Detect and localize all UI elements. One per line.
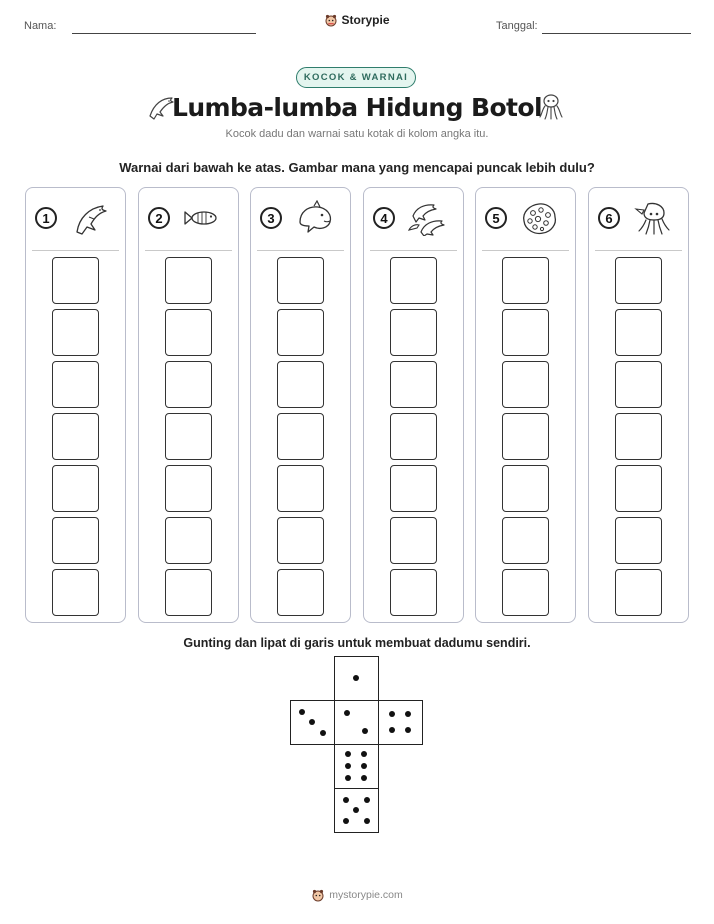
color-box[interactable] bbox=[277, 465, 324, 512]
color-box[interactable] bbox=[615, 257, 662, 304]
column-divider bbox=[145, 250, 232, 251]
dice-pip bbox=[309, 719, 315, 725]
activity-badge: KOCOK & WARNAI bbox=[296, 67, 416, 88]
color-box[interactable] bbox=[52, 465, 99, 512]
color-box[interactable] bbox=[615, 517, 662, 564]
column-header bbox=[589, 188, 687, 248]
column-header bbox=[26, 188, 124, 248]
color-box[interactable] bbox=[390, 361, 437, 408]
color-box[interactable] bbox=[52, 309, 99, 356]
dice-pip bbox=[405, 727, 411, 733]
color-box[interactable] bbox=[52, 361, 99, 408]
color-box[interactable] bbox=[52, 569, 99, 616]
footer bbox=[0, 888, 714, 902]
dice-pip bbox=[343, 797, 349, 803]
dice-pip bbox=[362, 728, 368, 734]
color-box[interactable] bbox=[615, 465, 662, 512]
color-box[interactable] bbox=[390, 517, 437, 564]
column-divider bbox=[32, 250, 119, 251]
column-4 bbox=[363, 187, 464, 623]
dice-face-4 bbox=[378, 700, 423, 745]
column-number: 2 bbox=[148, 207, 170, 229]
color-box[interactable] bbox=[165, 413, 212, 460]
color-box[interactable] bbox=[277, 257, 324, 304]
dice-pip bbox=[361, 775, 367, 781]
column-divider bbox=[370, 250, 457, 251]
footer-url[interactable]: mystorypie.com bbox=[329, 889, 403, 901]
dice-pip bbox=[361, 751, 367, 757]
color-box[interactable] bbox=[165, 465, 212, 512]
color-box[interactable] bbox=[390, 309, 437, 356]
column-6 bbox=[588, 187, 689, 623]
column-5 bbox=[475, 187, 576, 623]
column-header bbox=[476, 188, 574, 248]
name-line[interactable] bbox=[72, 33, 256, 34]
dolphin-pod-icon bbox=[404, 200, 450, 236]
color-box[interactable] bbox=[390, 413, 437, 460]
dice-face-5 bbox=[334, 788, 379, 833]
color-box[interactable] bbox=[390, 465, 437, 512]
color-box[interactable] bbox=[615, 361, 662, 408]
color-box[interactable] bbox=[277, 361, 324, 408]
dice-pip bbox=[389, 727, 395, 733]
column-1 bbox=[25, 187, 126, 623]
dice-pip bbox=[320, 730, 326, 736]
cut-instruction: Gunting dan lipat di garis untuk membuat dadumu sendiri. bbox=[183, 636, 531, 650]
color-box[interactable] bbox=[502, 413, 549, 460]
footer-mascot-icon bbox=[311, 888, 325, 902]
dolphin-jumping-icon bbox=[66, 200, 112, 236]
column-header bbox=[364, 188, 462, 248]
name-label: Nama: bbox=[24, 20, 57, 32]
dice-pip bbox=[344, 710, 350, 716]
color-box[interactable] bbox=[277, 413, 324, 460]
mascot-icon bbox=[324, 13, 338, 27]
color-box[interactable] bbox=[502, 517, 549, 564]
dice-pip bbox=[361, 763, 367, 769]
color-box[interactable] bbox=[165, 361, 212, 408]
column-header bbox=[139, 188, 237, 248]
column-3 bbox=[250, 187, 351, 623]
dice-pip bbox=[364, 797, 370, 803]
color-box[interactable] bbox=[390, 257, 437, 304]
color-box[interactable] bbox=[165, 517, 212, 564]
sea-sponge-icon bbox=[516, 200, 562, 236]
column-divider bbox=[595, 250, 682, 251]
dice-pip bbox=[345, 775, 351, 781]
color-box[interactable] bbox=[165, 309, 212, 356]
color-box[interactable] bbox=[52, 257, 99, 304]
dice-pip bbox=[389, 711, 395, 717]
color-box[interactable] bbox=[165, 569, 212, 616]
color-box[interactable] bbox=[277, 309, 324, 356]
dice-pip bbox=[353, 675, 359, 681]
color-box[interactable] bbox=[615, 413, 662, 460]
dice-pip bbox=[299, 709, 305, 715]
color-box[interactable] bbox=[502, 569, 549, 616]
column-number: 4 bbox=[373, 207, 395, 229]
dice-pip bbox=[343, 818, 349, 824]
color-box[interactable] bbox=[502, 361, 549, 408]
column-number: 1 bbox=[35, 207, 57, 229]
cartoon-dolphin-icon bbox=[291, 200, 337, 236]
page-subtitle: Kocok dadu dan warnai satu kotak di kolom angka itu. bbox=[225, 128, 489, 140]
column-2 bbox=[138, 187, 239, 623]
squid-icon bbox=[629, 200, 675, 236]
dice-pip bbox=[345, 751, 351, 757]
color-box[interactable] bbox=[615, 309, 662, 356]
dice-face-6 bbox=[334, 744, 379, 789]
color-box[interactable] bbox=[615, 569, 662, 616]
brand-name: Storypie bbox=[341, 13, 390, 27]
dice-face-3 bbox=[290, 700, 335, 745]
dice-pip bbox=[353, 807, 359, 813]
color-box[interactable] bbox=[502, 309, 549, 356]
dice-face-2 bbox=[334, 700, 379, 745]
color-box[interactable] bbox=[390, 569, 437, 616]
dice-pip bbox=[405, 711, 411, 717]
column-header bbox=[251, 188, 349, 248]
column-divider bbox=[257, 250, 344, 251]
color-box[interactable] bbox=[52, 413, 99, 460]
page-title: Lumba-lumba Hidung Botol bbox=[172, 93, 542, 122]
color-box[interactable] bbox=[165, 257, 212, 304]
color-box[interactable] bbox=[52, 517, 99, 564]
color-box[interactable] bbox=[502, 465, 549, 512]
instruction-question: Warnai dari bawah ke atas. Gambar mana yang mencapai puncak lebih dulu? bbox=[119, 160, 595, 175]
column-number: 3 bbox=[260, 207, 282, 229]
fish-icon bbox=[179, 200, 225, 236]
brand-logo bbox=[0, 13, 714, 27]
color-box[interactable] bbox=[277, 517, 324, 564]
dice-pip bbox=[364, 818, 370, 824]
squid-decor-icon bbox=[536, 92, 566, 122]
color-box[interactable] bbox=[502, 257, 549, 304]
dice-face-1 bbox=[334, 656, 379, 701]
color-box[interactable] bbox=[277, 569, 324, 616]
date-line[interactable] bbox=[542, 33, 691, 34]
date-label: Tanggal: bbox=[496, 20, 538, 32]
dice-pip bbox=[345, 763, 351, 769]
column-divider bbox=[482, 250, 569, 251]
column-number: 5 bbox=[485, 207, 507, 229]
column-number: 6 bbox=[598, 207, 620, 229]
